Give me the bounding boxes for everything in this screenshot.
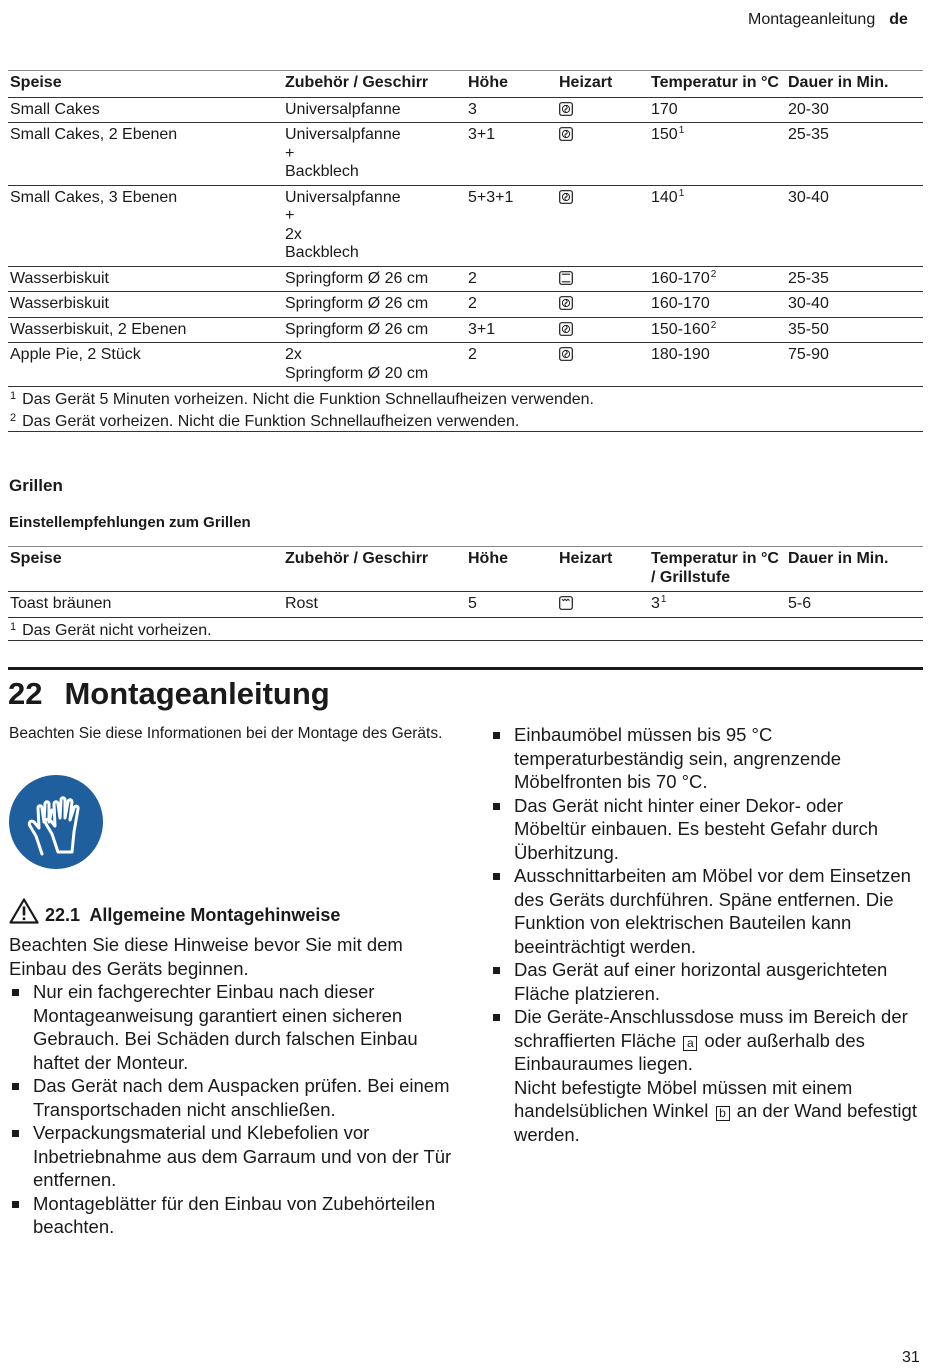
cell-hoehe: 2 [468, 346, 477, 363]
col-header-temperatur: Temperatur in °C [651, 74, 779, 91]
hot-air-icon [559, 347, 573, 361]
temp-value: 150-160 [651, 320, 710, 338]
chapter-title: Montageanleitung [64, 676, 330, 711]
cell-dauer: 25-35 [788, 126, 829, 143]
cell-temperatur [649, 292, 786, 318]
temp-value: 140 [651, 188, 678, 206]
cell-speise: Wasserbiskuit [10, 269, 109, 287]
zubehoer-line: Backblech [285, 244, 359, 261]
cell-zubehoer [283, 123, 466, 186]
cell-temperatur [649, 317, 786, 343]
col-header-speise: Speise [10, 74, 62, 91]
cell-heizart [557, 292, 649, 318]
section-number: 22.1 [45, 905, 81, 925]
cell-zubehoer [283, 97, 466, 123]
cell-dauer: 30-40 [788, 188, 829, 206]
cell-dauer: 20-30 [788, 100, 829, 118]
zubehoer-line: Springform Ø 26 cm [285, 269, 429, 287]
zubehoer-line: Universalpfanne [285, 188, 401, 206]
table-footnote [8, 617, 923, 640]
table-row [8, 292, 923, 318]
gloves-icon [8, 774, 104, 870]
col-header-hoehe: Höhe [468, 74, 508, 91]
section-title: Allgemeine Montagehinweise [89, 905, 341, 925]
chapter-intro: Beachten Sie diese Informationen bei der Montage des Geräts. [9, 725, 443, 742]
cell-speise: Toast bräunen [10, 595, 112, 612]
temp-value: 150 [651, 126, 678, 143]
table-footnote [8, 409, 923, 432]
zubehoer-line: + [285, 144, 295, 162]
chapter-rule [8, 667, 923, 670]
cell-temperatur [649, 266, 786, 292]
footnote-ref: 1 [678, 125, 685, 136]
cell-temperatur [649, 343, 786, 387]
footnote-number: 2 [10, 412, 17, 424]
zubehoer-line: Backblech [285, 163, 359, 180]
item-text: Die Geräte-Anschlussdose muss im Bereich der schraffierten Fläche [514, 1006, 908, 1051]
right-bullet-list [490, 723, 920, 1146]
list-item: Montageblätter für den Einbau von Zubehörteilen beachten. [9, 1192, 459, 1239]
cell-dauer: 25-35 [788, 269, 829, 287]
cell-heizart [557, 343, 649, 387]
temp-value: 180-190 [651, 346, 710, 363]
temp-value: 160-170 [651, 269, 710, 287]
cell-zubehoer: Rost [285, 595, 318, 612]
cell-hoehe: 3+1 [468, 320, 496, 338]
footnote-ref: 1 [660, 594, 667, 605]
warning-icon [9, 898, 39, 924]
temp-value: 3 [651, 595, 660, 612]
table-row [8, 123, 923, 186]
zubehoer-line: Springform Ø 26 cm [285, 295, 429, 312]
list-item [490, 1005, 920, 1146]
hot-air-icon [559, 102, 573, 116]
footnote-text: Das Gerät 5 Minuten vorheizen. Nicht die Funktion Schnellaufheizen verwenden. [22, 391, 594, 408]
header-title: Montageanleitung [748, 11, 876, 28]
col-header-zubehoer: Zubehör / Geschirr [285, 74, 429, 91]
table-row [8, 343, 923, 387]
cell-speise: Small Cakes, 3 Ebenen [10, 188, 178, 206]
chapter-number: 22 [8, 676, 43, 711]
cell-hoehe: 5 [468, 595, 477, 612]
footnote-ref: 2 [710, 319, 717, 331]
grillen-subheading: Einstellempfehlungen zum Grillen [9, 514, 251, 531]
left-bullet-list [9, 980, 459, 1239]
table-row [8, 266, 923, 292]
cell-speise: Wasserbiskuit [10, 295, 109, 312]
reference-b: b [716, 1106, 730, 1121]
table-header-row [8, 71, 923, 98]
top-bottom-heat-icon [559, 271, 573, 285]
footnote-text: Das Gerät nicht vorheizen. [22, 621, 212, 639]
cell-hoehe: 2 [468, 295, 477, 312]
cell-heizart [557, 97, 649, 123]
cell-speise: Small Cakes, 2 Ebenen [10, 126, 178, 143]
running-header [748, 11, 908, 29]
zubehoer-line: 2x [285, 225, 302, 243]
list-item: Verpackungsmaterial und Klebefolien vor Inbetriebnahme aus dem Garraum und von der Tür entfernen. [9, 1121, 459, 1192]
cell-heizart [557, 317, 649, 343]
table-header-row [8, 547, 923, 592]
footnote-text: Das Gerät vorheizen. Nicht die Funktion Schnellaufheizen verwenden. [22, 413, 520, 430]
footnote-number: 1 [10, 390, 17, 402]
item-text: oder außerhalb des Einbauraumes liegen. [514, 1029, 865, 1074]
list-item: Ausschnittarbeiten am Möbel vor dem Einsetzen des Geräts durchführen. Späne entfernen. Die Funktion von elektrischen Bauteilen kann beeinträchtigt werden. [490, 864, 920, 958]
section-heading [9, 898, 340, 926]
page-number: 31 [902, 1349, 920, 1366]
hot-air-icon [559, 296, 573, 310]
col-header-speise: Speise [10, 550, 62, 567]
cell-dauer: 35-50 [788, 320, 829, 338]
col-header-heizart: Heizart [559, 74, 613, 91]
cell-hoehe: 5+3+1 [468, 188, 514, 206]
cell-temperatur [649, 185, 786, 266]
table-row [8, 317, 923, 343]
cell-speise: Apple Pie, 2 Stück [10, 346, 141, 363]
zubehoer-line: Springform Ø 26 cm [285, 320, 429, 338]
list-item: Einbaumöbel müssen bis 95 °C temperaturbeständig sein, angrenzende Möbelfronten bis 70 °C. [490, 723, 920, 794]
item-continuation [514, 1076, 920, 1147]
cell-hoehe: 2 [468, 269, 477, 287]
cell-dauer: 75-90 [788, 346, 829, 363]
footnote-ref: 2 [710, 268, 717, 280]
table-footnote [8, 387, 923, 410]
table-row [8, 592, 923, 618]
col-header-dauer: Dauer in Min. [788, 74, 889, 91]
chapter-heading [8, 676, 330, 712]
hot-air-icon [559, 322, 573, 336]
grillen-heading: Grillen [9, 476, 63, 495]
zubehoer-line: Springform Ø 20 cm [285, 364, 429, 382]
list-item: Das Gerät auf einer horizontal ausgerichteten Fläche platzieren. [490, 958, 920, 1005]
hot-air-icon [559, 127, 573, 141]
header-language: de [889, 11, 908, 28]
zubehoer-line: + [285, 207, 295, 224]
baking-table [8, 70, 923, 432]
cell-heizart [557, 185, 649, 266]
section-lead: Beachten Sie diese Hinweise bevor Sie mit dem Einbau des Geräts beginnen. [9, 934, 403, 979]
col-header-heizart: Heizart [559, 550, 613, 567]
footnote-number: 1 [10, 620, 17, 633]
reference-a: a [683, 1036, 697, 1051]
col-header-hoehe: Höhe [468, 550, 508, 567]
item-text: an der Wand befestigt werden. [514, 1100, 917, 1145]
cell-zubehoer [283, 343, 466, 387]
col-header-zubehoer: Zubehör / Geschirr [285, 550, 429, 567]
cell-hoehe: 3 [468, 100, 477, 118]
temp-value: 170 [651, 100, 678, 118]
cell-temperatur [649, 97, 786, 123]
cell-zubehoer [283, 292, 466, 318]
table-row [8, 97, 923, 123]
cell-dauer: 30-40 [788, 295, 829, 312]
table-row [8, 185, 923, 266]
list-item: Das Gerät nicht hinter einer Dekor- oder Möbeltür einbauen. Es besteht Gefahr durch Überhitzung. [490, 794, 920, 865]
temp-value: 160-170 [651, 295, 710, 312]
item-text: Nicht befestigte Möbel müssen mit einem handelsüblichen Winkel [514, 1076, 853, 1121]
cell-temperatur [649, 123, 786, 186]
cell-heizart [557, 123, 649, 186]
grill-icon [559, 596, 573, 610]
cell-zubehoer [283, 317, 466, 343]
grill-table [8, 546, 923, 641]
cell-temperatur [649, 592, 786, 618]
hot-air-icon [559, 190, 573, 204]
col-header-temperatur: Temperatur in °C / Grillstufe [651, 550, 779, 586]
cell-heizart [557, 592, 649, 618]
zubehoer-line: 2x [285, 346, 302, 363]
cell-hoehe: 3+1 [468, 126, 496, 143]
col-header-dauer: Dauer in Min. [788, 550, 889, 567]
cell-speise: Wasserbiskuit, 2 Ebenen [10, 320, 187, 338]
list-item: Das Gerät nach dem Auspacken prüfen. Bei einem Transportschaden nicht anschließen. [9, 1074, 459, 1121]
cell-dauer: 5-6 [788, 595, 812, 612]
zubehoer-line: Universalpfanne [285, 100, 401, 118]
cell-heizart [557, 266, 649, 292]
footnote-ref: 1 [678, 187, 685, 199]
cell-zubehoer [283, 266, 466, 292]
zubehoer-line: Universalpfanne [285, 126, 401, 143]
cell-zubehoer [283, 185, 466, 266]
list-item: Nur ein fachgerechter Einbau nach dieser Montageanweisung garantiert einen sicheren Gebrauch. Bei Schäden durch falschen Einbau haftet der Monteur. [9, 980, 459, 1074]
cell-speise: Small Cakes [10, 100, 100, 118]
